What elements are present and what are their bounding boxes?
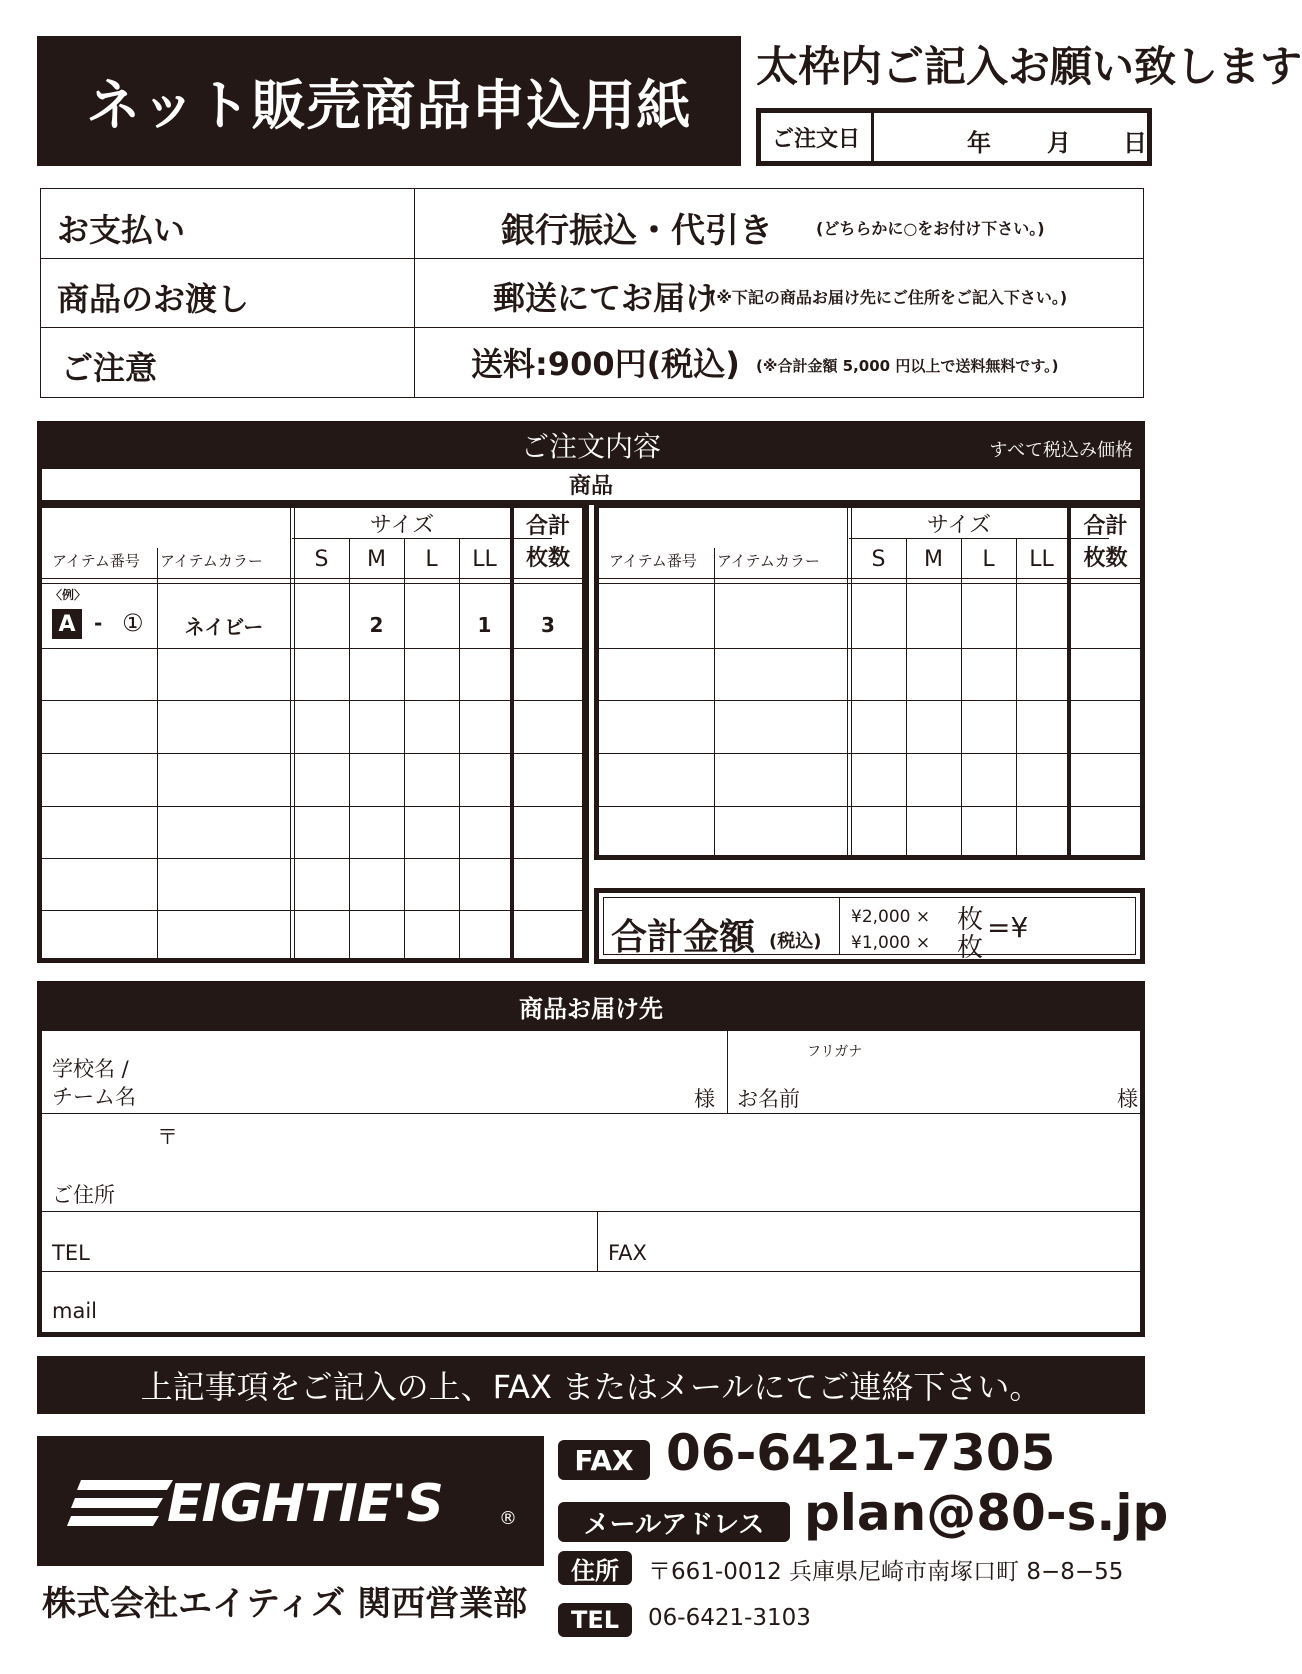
item-color-header: アイテムカラー: [717, 552, 820, 570]
order-row-input[interactable]: [599, 701, 1140, 753]
order-row-input[interactable]: [42, 649, 582, 700]
example-size-ll: 1: [477, 613, 492, 637]
size-ll-header: LL: [472, 546, 497, 572]
delivery-box: [37, 1031, 1145, 1337]
tax-included-note: すべて税込み価格: [989, 440, 1133, 461]
tel-tag: TEL: [558, 1603, 632, 1637]
size-header: サイズ: [926, 512, 992, 538]
info-table: [40, 188, 1144, 398]
unit-sheets-2: 枚: [957, 933, 984, 963]
free-shipping-note: (※合計金額 5,000 円以上で送料無料です。): [756, 357, 1059, 375]
total-amount-label: 合計金額: [611, 917, 756, 958]
name-label: お名前: [737, 1087, 800, 1111]
order-row-input[interactable]: [42, 754, 582, 806]
order-row-input[interactable]: [42, 701, 582, 753]
notice-label: ご注意: [61, 349, 158, 387]
total-amount-box: [594, 888, 1145, 964]
size-l-header: L: [425, 546, 438, 572]
size-header: サイズ: [369, 512, 435, 538]
order-section-header: [37, 421, 1145, 469]
delivery-method-label: 商品のお渡し: [57, 280, 250, 318]
fax-number: 06-6421-7305: [666, 1424, 1056, 1482]
order-row-input[interactable]: [42, 911, 582, 958]
payment-note: (どちらかに○をお付け下さい。): [816, 219, 1045, 238]
shipping-fee: 送料:900円(税込): [471, 345, 740, 383]
order-section-title: ご注文内容: [520, 430, 661, 463]
item-color-header: アイテムカラー: [160, 552, 263, 570]
payment-label: お支払い: [57, 211, 186, 249]
year-label: 年: [967, 129, 991, 157]
order-grid-right: [594, 505, 1145, 860]
mail-tag: メールアドレス: [558, 1502, 790, 1542]
fax-tag: FAX: [558, 1440, 650, 1480]
school-label-line2: チーム名: [52, 1085, 136, 1109]
school-sama: 様: [694, 1087, 715, 1111]
order-row-input[interactable]: [42, 859, 582, 910]
eighties-logo-mark: [67, 1476, 177, 1532]
total-count-header: 合計 枚数: [1083, 514, 1128, 571]
example-size-m: 2: [369, 613, 384, 637]
total-amount-input[interactable]: [1029, 899, 1135, 955]
delivery-section-header: [37, 981, 1145, 1031]
instruction-text: 太枠内ご記入お願い致します: [756, 42, 1302, 91]
furigana-label: フリガナ: [807, 1044, 863, 1060]
price-2000: ¥2,000 ×: [851, 907, 931, 927]
tel-input[interactable]: [112, 1215, 592, 1267]
size-l-header: L: [982, 546, 995, 572]
fax-label: FAX: [608, 1241, 647, 1265]
name-sama: 様: [1117, 1087, 1138, 1111]
price-1000: ¥1,000 ×: [851, 933, 931, 953]
order-row-input[interactable]: [599, 649, 1140, 700]
address-input[interactable]: [182, 1117, 1132, 1207]
form-title: ネット販売商品申込用紙: [86, 73, 692, 137]
order-grid-left: [37, 505, 589, 963]
order-row-input[interactable]: [599, 585, 1140, 648]
example-dash: -: [94, 611, 103, 635]
order-date-label: ご注文日: [761, 113, 874, 161]
mail-input[interactable]: [122, 1275, 1132, 1327]
order-row-input[interactable]: [599, 754, 1140, 806]
order-row-input[interactable]: [599, 807, 1140, 854]
postal-mark: 〒: [157, 1125, 178, 1149]
delivery-method-value: 郵送にてお届け: [493, 279, 718, 317]
unit-sheets-1: 枚: [957, 905, 984, 935]
instruction-banner: [37, 1356, 1145, 1414]
company-address: 〒661-0012 兵庫県尼崎市南塚口町 8−8−55: [648, 1559, 1124, 1585]
total-amount-tax-note: (税込): [769, 931, 822, 952]
total-count-header: 合計 枚数: [525, 514, 570, 571]
delivery-section-title: 商品お届け先: [519, 994, 663, 1023]
school-name-input[interactable]: [192, 1035, 682, 1109]
order-row-input[interactable]: [42, 807, 582, 858]
form-title-banner: [37, 36, 741, 166]
company-name: 株式会社エイティズ 関西営業部: [42, 1584, 528, 1624]
item-no-header: アイテム番号: [609, 552, 697, 570]
logo-text: EIGHTIE'S: [167, 1474, 443, 1534]
sheet-count-input[interactable]: [919, 899, 955, 955]
size-s-header: S: [314, 546, 329, 572]
name-input[interactable]: [832, 1061, 1102, 1109]
delivery-method-note: (※下記の商品お届け先にご住所をご記入下さい。): [709, 288, 1068, 307]
size-m-header: M: [924, 546, 943, 572]
month-label: 月: [1047, 129, 1071, 157]
example-color: ネイビー: [184, 614, 264, 639]
size-ll-header: LL: [1029, 546, 1054, 572]
address-tag: 住所: [558, 1551, 632, 1585]
school-label-line1: 学校名 /: [52, 1057, 129, 1081]
order-date-field[interactable]: [877, 113, 1147, 161]
payment-value: 銀行振込・代引き: [501, 211, 773, 251]
company-logo-block: [37, 1436, 544, 1566]
instruction-banner-text: 上記事項をご記入の上、FAX またはメールにてご連絡下さい。: [140, 1368, 1042, 1406]
day-label: 日: [1123, 129, 1147, 157]
registered-mark: ®: [499, 1508, 517, 1529]
product-header: 商品: [37, 469, 1145, 505]
mail-label: mail: [52, 1299, 97, 1323]
company-tel: 06-6421-3103: [648, 1605, 811, 1631]
fax-input[interactable]: [672, 1215, 1132, 1267]
address-label: ご住所: [52, 1183, 115, 1207]
example-letter-badge: A: [52, 609, 82, 639]
order-date-box: [756, 108, 1152, 166]
example-label: 〈例〉: [50, 588, 87, 602]
example-total: 3: [541, 613, 555, 637]
tel-label: TEL: [52, 1241, 90, 1265]
equals-yen: =¥: [987, 911, 1029, 944]
email-link[interactable]: plan@80-s.jp: [804, 1484, 1169, 1542]
example-circle-number: ①: [122, 609, 144, 637]
size-s-header: S: [871, 546, 886, 572]
item-no-header: アイテム番号: [52, 552, 140, 570]
size-m-header: M: [367, 546, 386, 572]
